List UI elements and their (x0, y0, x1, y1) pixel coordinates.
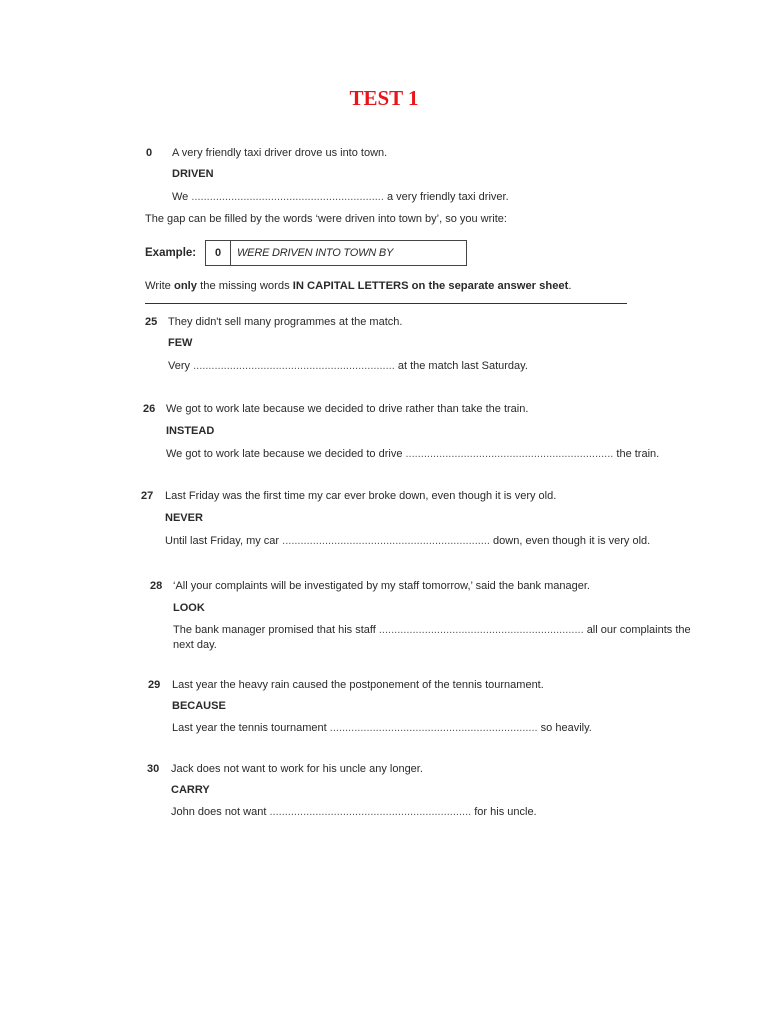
example-answer-box (205, 240, 467, 266)
question-number: 27 (141, 490, 154, 502)
sentence-start: John does not want (171, 806, 267, 818)
sentence-end: all our complaints the (586, 624, 691, 636)
sentence-start: Last year the tennis tournament (172, 722, 327, 734)
answer-gap: ................................................................... (378, 624, 584, 636)
instruction-part3: . (568, 280, 572, 292)
answer-gap: .................................................................. (269, 806, 472, 818)
question-number: 26 (143, 403, 156, 415)
question-sentence: Last Friday was the first time my car ever broke down, even though it is very old. (165, 490, 557, 502)
instruction-text (145, 280, 571, 292)
example-keyword: DRIVEN (172, 168, 214, 180)
sentence-start: Until last Friday, my car (165, 535, 280, 547)
sentence-start: The bank manager promised that his staff (173, 624, 376, 636)
question-number: 30 (147, 763, 160, 775)
question-keyword: BECAUSE (172, 700, 226, 712)
question-keyword: INSTEAD (166, 425, 215, 437)
question-number: 25 (145, 316, 158, 328)
question-sentence: They didn't sell many programmes at the match. (168, 316, 403, 328)
instruction-bold1: only (174, 280, 198, 292)
sentence-start: Very (168, 360, 191, 372)
answer-gap: .................................................................... (329, 722, 538, 734)
example-label: Example: (145, 247, 197, 259)
answer-gap: .................................................................... (405, 448, 614, 460)
answer-gap: .................................................................... (282, 535, 490, 547)
question-keyword: CARRY (171, 784, 210, 796)
example-sentence: A very friendly taxi driver drove us into town. (172, 147, 388, 159)
instruction-part2: the missing words (197, 280, 293, 292)
question-transformed-sentence (165, 535, 650, 547)
question-keyword: NEVER (165, 512, 203, 524)
question-sentence: Last year the heavy rain caused the postponement of the tennis tournament. (172, 679, 544, 691)
sentence-end: down, even though it is very old. (493, 535, 651, 547)
sentence-end: at the match last Saturday. (397, 360, 528, 372)
instruction-bold2: IN CAPITAL LETTERS on the separate answer sheet (292, 280, 569, 292)
example-transformed-sentence (172, 191, 509, 203)
question-transformed-sentence (173, 624, 691, 636)
sentence-start: We got to work late because we decided to drive (166, 448, 403, 460)
question-transformed-sentence (171, 806, 537, 818)
example-start: We (172, 191, 189, 203)
question-keyword: FEW (168, 337, 193, 349)
question-transformed-sentence (172, 722, 592, 734)
question-transformed-sentence (166, 448, 659, 460)
answer-gap: .................................................................. (193, 360, 395, 372)
sentence-end: for his uncle. (474, 806, 537, 818)
divider-line (145, 303, 627, 304)
instruction-part1: Write (145, 280, 175, 292)
sentence-end: so heavily. (540, 722, 592, 734)
example-box-answer: WERE DRIVEN INTO TOWN BY (237, 247, 394, 259)
page-title: TEST 1 (349, 86, 419, 110)
sentence-end: the train. (616, 448, 660, 460)
question-transformed-sentence (168, 360, 528, 372)
question-keyword: LOOK (173, 602, 205, 614)
example-box-number: 0 (206, 241, 231, 265)
example-explanation: The gap can be filled by the words ‘were driven into town by’, so you write: (145, 213, 507, 225)
question-sentence: We got to work late because we decided to drive rather than take the train. (166, 403, 529, 415)
example-gap: ............................................................... (191, 191, 384, 203)
sentence-continuation: next day. (173, 639, 217, 651)
question-number: 29 (148, 679, 161, 691)
question-sentence: ‘All your complaints will be investigated by my staff tomorrow,’ said the bank manager. (173, 580, 590, 592)
question-sentence: Jack does not want to work for his uncle any longer. (171, 763, 423, 775)
example-number: 0 (146, 147, 153, 159)
question-number: 28 (150, 580, 163, 592)
example-end: a very friendly taxi driver. (386, 191, 509, 203)
